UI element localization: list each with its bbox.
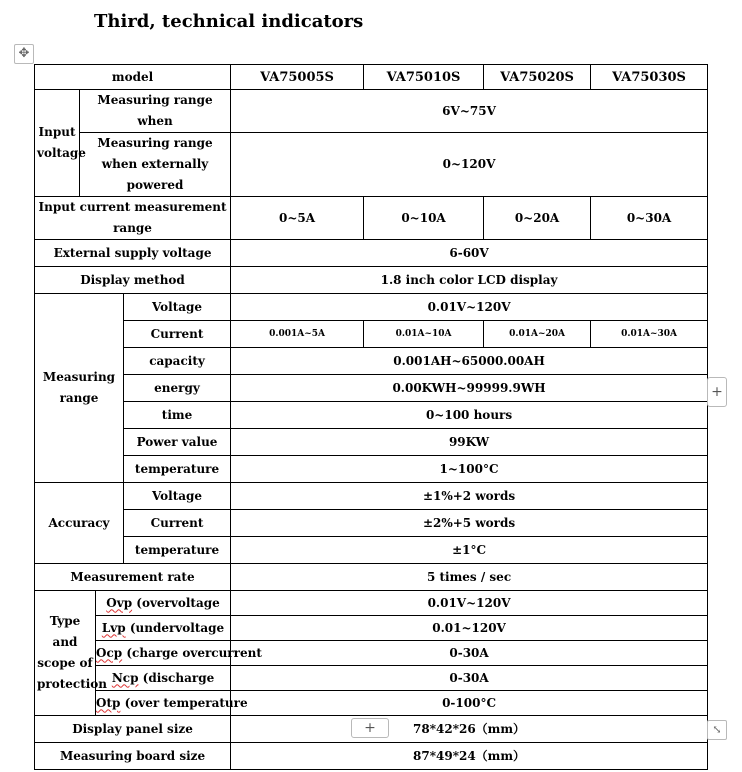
lvp-text: (undervoltage <box>125 620 225 635</box>
ovp-abbr: Ovp <box>106 595 133 610</box>
table-row <box>35 591 708 616</box>
external-range-label: Measuring range when externally powered <box>80 133 231 197</box>
accuracy-current-label: Current <box>124 510 231 537</box>
energy-label: energy <box>124 375 231 402</box>
input-voltage-group-label: Input voltage <box>35 90 80 197</box>
capacity-label: capacity <box>124 348 231 375</box>
input-voltage-value: 6V~75V <box>231 90 708 133</box>
measurement-rate-label: Measurement rate <box>35 564 231 591</box>
external-range-value: 0~120V <box>231 133 708 197</box>
table-row <box>35 743 708 770</box>
accuracy-temperature-value: ±1°C <box>231 537 708 564</box>
ncp-abbr: Ncp <box>111 670 139 685</box>
measurement-rate-value: 5 times / sec <box>231 564 708 591</box>
lvp-label <box>96 616 231 641</box>
model-va75005s: VA75005S <box>231 65 364 90</box>
table-move-handle-icon[interactable]: ✥ <box>14 44 34 64</box>
power-value: 99KW <box>231 429 708 456</box>
table-row <box>35 348 708 375</box>
table-row <box>35 691 708 716</box>
table-row <box>35 537 708 564</box>
display-method-value: 1.8 inch color LCD display <box>231 267 708 294</box>
accuracy-current-value: ±2%+5 words <box>231 510 708 537</box>
table-row <box>35 483 708 510</box>
power-label: Power value <box>124 429 231 456</box>
measuring-temperature-label: temperature <box>124 456 231 483</box>
table-row <box>35 321 708 348</box>
ncp-value: 0-30A <box>231 666 708 691</box>
table-row <box>35 65 708 90</box>
input-current-value: 0~10A <box>364 197 484 240</box>
ocp-value: 0-30A <box>231 641 708 666</box>
display-panel-value: 78*42*26（mm） <box>231 716 708 743</box>
table-row <box>35 267 708 294</box>
ocp-text: (charge overcurrent <box>122 645 262 660</box>
ovp-text: (overvoltage <box>132 595 220 610</box>
table-row <box>35 197 708 240</box>
ncp-text: (discharge <box>138 670 215 685</box>
model-va75030s: VA75030S <box>591 65 708 90</box>
table-row <box>35 90 708 133</box>
display-method-label: Display method <box>35 267 231 294</box>
measuring-board-value: 87*49*24（mm） <box>231 743 708 770</box>
table-row <box>35 402 708 429</box>
external-supply-value: 6-60V <box>231 240 708 267</box>
lvp-abbr: Lvp <box>101 620 126 635</box>
table-row <box>35 240 708 267</box>
measuring-board-label: Measuring board size <box>35 743 231 770</box>
external-supply-label: External supply voltage <box>35 240 231 267</box>
accuracy-temperature-label: temperature <box>124 537 231 564</box>
measuring-current-value: 0.01A~20A <box>484 321 591 348</box>
ovp-label <box>96 591 231 616</box>
add-row-button[interactable]: + <box>351 718 389 738</box>
measuring-current-label: Current <box>124 321 231 348</box>
table-row <box>35 456 708 483</box>
table-row <box>35 564 708 591</box>
add-column-button[interactable]: + <box>707 377 727 407</box>
measuring-current-value: 0.001A~5A <box>231 321 364 348</box>
display-panel-label: Display panel size <box>35 716 231 743</box>
energy-value: 0.00KWH~99999.9WH <box>231 375 708 402</box>
otp-label <box>96 691 248 716</box>
otp-value: 0-100°C <box>231 691 708 716</box>
accuracy-group-label: Accuracy <box>35 483 124 564</box>
accuracy-voltage-value: ±1%+2 words <box>231 483 708 510</box>
spec-table <box>34 64 708 770</box>
input-current-value: 0~20A <box>484 197 591 240</box>
table-row <box>35 510 708 537</box>
time-label: time <box>124 402 231 429</box>
table-row <box>35 375 708 402</box>
measuring-voltage-label: Voltage <box>124 294 231 321</box>
measuring-current-value: 0.01A~30A <box>591 321 708 348</box>
ovp-value: 0.01V~120V <box>231 591 708 616</box>
table-row <box>35 616 708 641</box>
page-title: Third, technical indicators <box>94 11 364 32</box>
time-value: 0~100 hours <box>231 402 708 429</box>
table-row <box>35 294 708 321</box>
ncp-label <box>96 666 231 691</box>
protection-group-label: Type and scope of protection <box>35 591 96 716</box>
measuring-voltage-value: 0.01V~120V <box>231 294 708 321</box>
table-resize-handle-icon[interactable]: ⤡ <box>707 720 727 740</box>
input-voltage-label: Measuring range when <box>80 90 231 133</box>
model-va75010s: VA75010S <box>364 65 484 90</box>
capacity-value: 0.001AH~65000.00AH <box>231 348 708 375</box>
lvp-value: 0.01~120V <box>231 616 708 641</box>
ocp-label <box>96 641 262 666</box>
table-row <box>35 133 708 197</box>
otp-abbr: Otp <box>96 695 121 710</box>
model-va75020s: VA75020S <box>484 65 591 90</box>
measuring-temperature-value: 1~100°C <box>231 456 708 483</box>
ocp-abbr: Ocp <box>96 645 123 660</box>
otp-text: (over temperature <box>120 695 248 710</box>
input-current-value: 0~5A <box>231 197 364 240</box>
table-row <box>35 666 708 691</box>
table-row <box>35 429 708 456</box>
input-current-value: 0~30A <box>591 197 708 240</box>
measuring-current-value: 0.01A~10A <box>364 321 484 348</box>
measuring-range-group-label: Measuring range <box>35 294 124 483</box>
table-row <box>35 641 708 666</box>
accuracy-voltage-label: Voltage <box>124 483 231 510</box>
input-current-label: Input current measurement range <box>35 197 231 240</box>
header-model-label: model <box>35 65 231 90</box>
